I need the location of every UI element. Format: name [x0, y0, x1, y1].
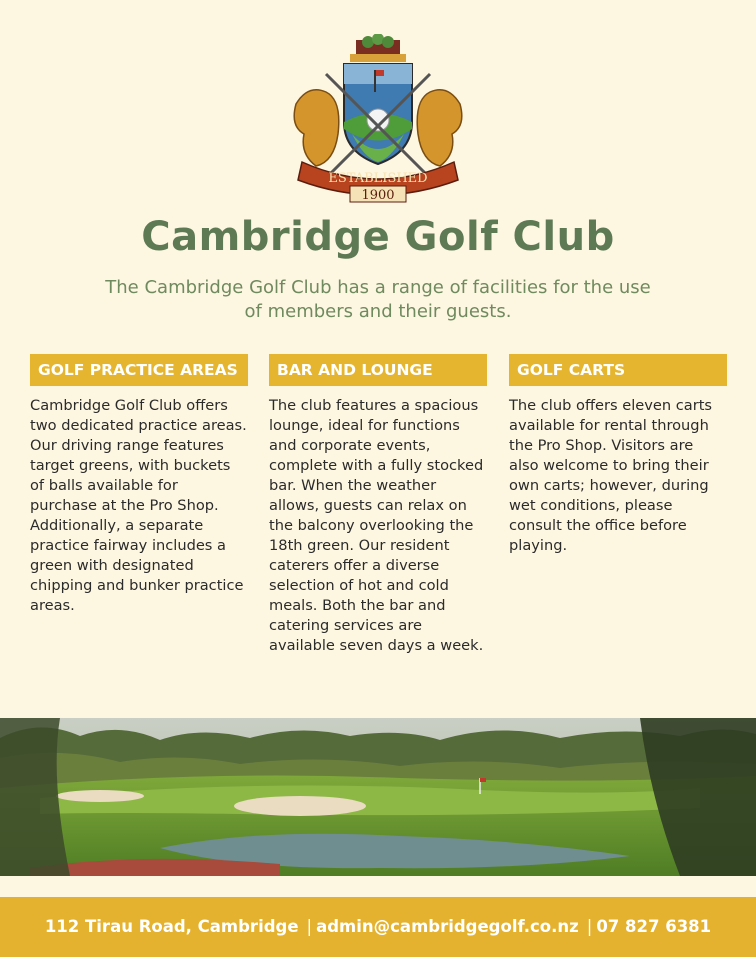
section-heading: BAR AND LOUNGE [269, 354, 487, 386]
footer-address: 112 Tirau Road, Cambridge [44, 917, 299, 936]
club-crest-logo [286, 34, 470, 204]
section-body: The club offers eleven carts available for rental through the Pro Shop. Visitors are also welcome to bring their own carts; however, during wet conditions, please consult the office before playing. [509, 397, 713, 554]
section-heading: GOLF CARTS [509, 354, 727, 386]
section-golf-carts [509, 354, 727, 556]
crest-banner-text: ESTABLISHED [328, 171, 428, 186]
section-heading: GOLF PRACTICE AREAS [30, 354, 248, 386]
crest-year: 1900 [361, 188, 395, 203]
footer-phone[interactable]: 07 827 6381 [596, 917, 712, 936]
golf-course-photo [0, 718, 756, 876]
footer-separator: | [586, 917, 593, 936]
section-body: The club features a spacious lounge, ideal for functions and corporate events, complete with a fully stocked bar. When the weather allows, guests can relax on the balcony overlooking the 18th green. Our resident caterers offer a diverse selection of hot and cold meals. Both the bar and catering services are available seven days a week. [269, 397, 484, 654]
page-subtitle: The Cambridge Golf Club has a range of facilities for the use of members and their guests. [105, 277, 651, 322]
footer-separator: | [306, 917, 313, 936]
section-body: Cambridge Golf Club offers two dedicated practice areas. Our driving range features target greens, with buckets of balls available for purchase at the Pro Shop. Additionally, a separate practice fairway includes a green with designated chipping and bunker practice areas. [30, 397, 247, 614]
section-golf-practice-areas [30, 354, 248, 616]
section-bar-and-lounge [269, 354, 487, 656]
page-title: Cambridge Golf Club [141, 214, 615, 260]
contact-footer [0, 897, 756, 957]
footer-email[interactable]: admin@cambridgegolf.co.nz [316, 917, 579, 936]
